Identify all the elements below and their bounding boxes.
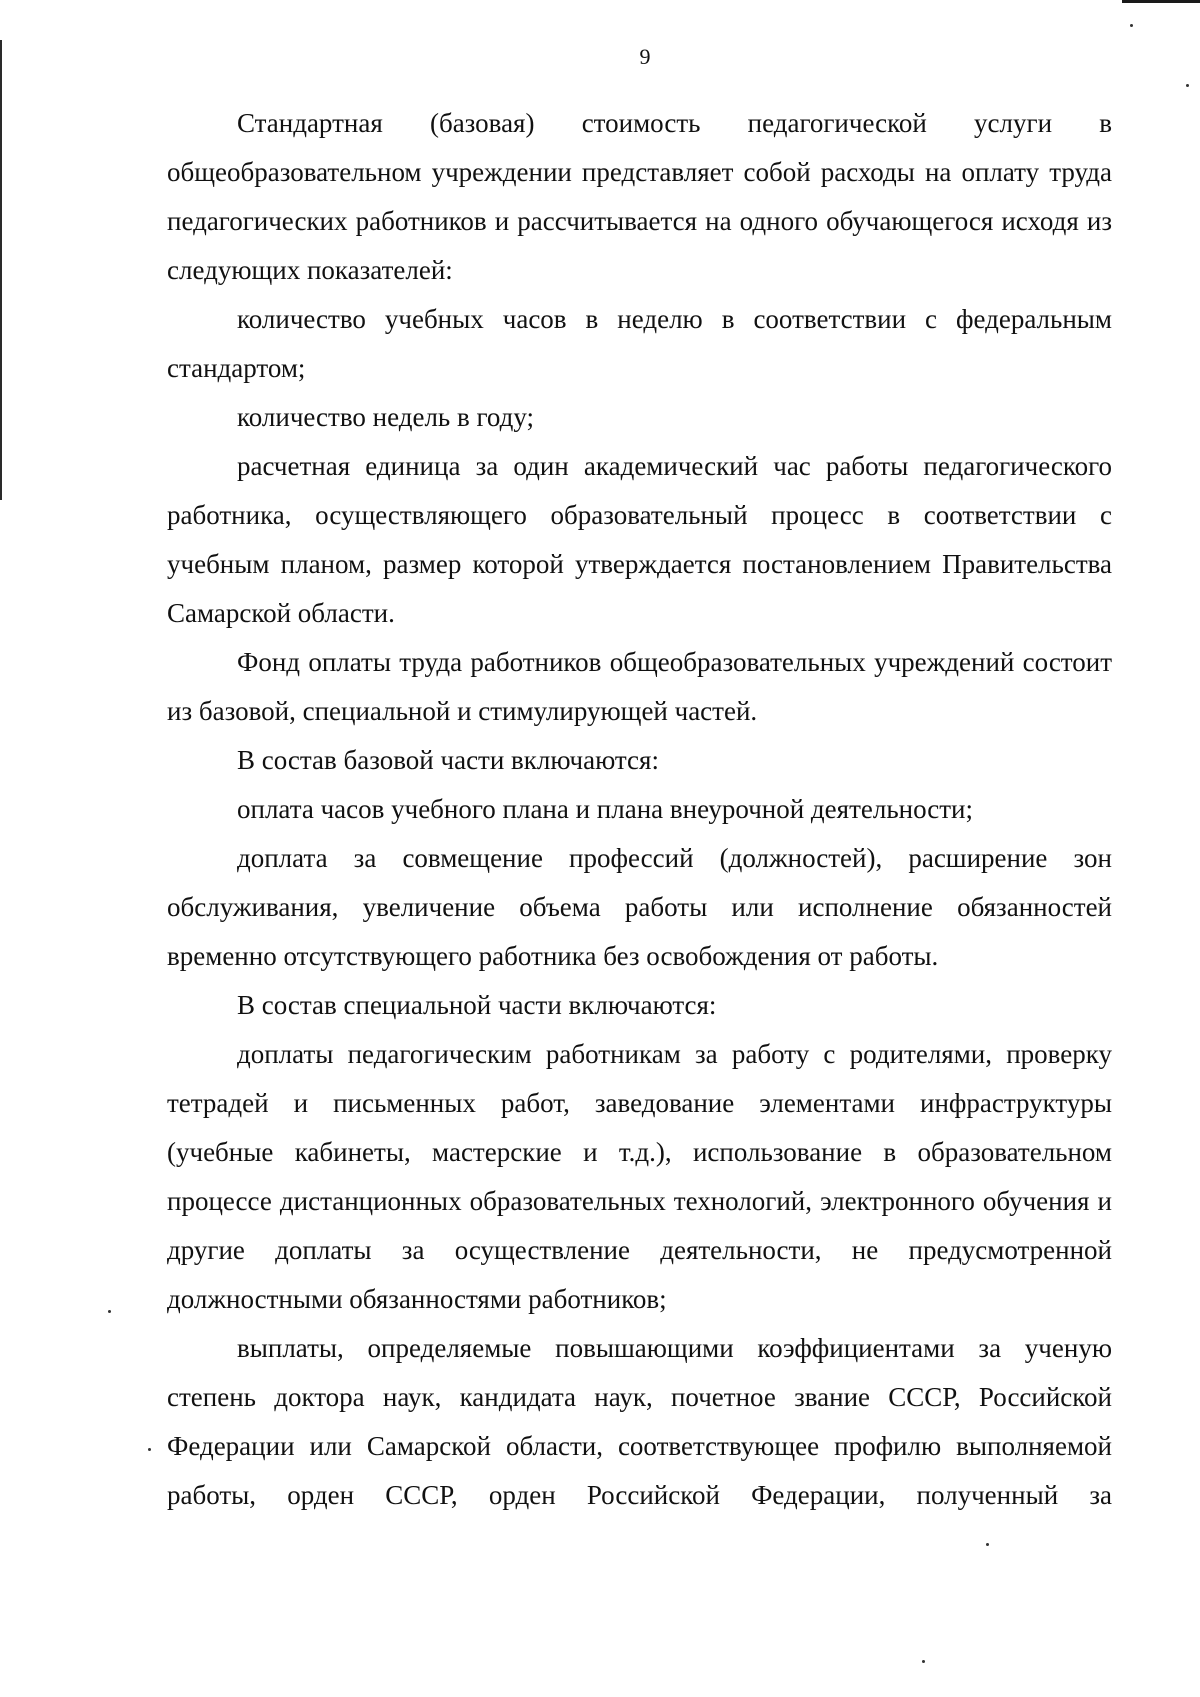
body-text bbox=[167, 99, 1112, 1520]
paragraph-wage-fund: Фонд оплаты труда работников общеобразовательных учреждений состоит из базовой, специальной и стимулирующей частей. bbox=[167, 647, 1112, 726]
paragraph-calculation-unit: расчетная единица за один академический час работы педагогического работника, осуществляющего образовательный процесс в соответствии с учебным планом, размер которой утверждается постановлением Правительства Самарской области. bbox=[167, 451, 1112, 628]
scan-speck bbox=[922, 1660, 925, 1663]
scan-speck bbox=[1186, 84, 1189, 87]
scan-speck bbox=[148, 1448, 151, 1451]
paragraph-base-part-hours: оплата часов учебного плана и плана внеурочной деятельности; bbox=[237, 794, 974, 824]
paragraph-base-part-surcharge: доплата за совмещение профессий (должностей), расширение зон обслуживания, увеличение объема работы или исполнение обязанностей временно отсутствующего работника без освобождения от работы. bbox=[167, 843, 1112, 971]
paragraph-special-part-surcharges: доплаты педагогическим работникам за работу с родителями, проверку тетрадей и письменных работ, заведование элементами инфраструктуры (учебные кабинеты, мастерские и т.д.), использование в образовательном процессе дистанционных образовательных технологий, электронного обучения и другие доплаты за осуществление деятельности, не предусмотренной должностными обязанностями работников; bbox=[167, 1039, 1112, 1314]
scan-speck bbox=[986, 1543, 989, 1546]
paragraph-standard-cost: Стандартная (базовая) стоимость педагогической услуги в общеобразовательном учреждении представляет собой расходы на оплату труда педагогических работников и рассчитывается на одного обучающегося исходя из следующих показателей: bbox=[167, 108, 1112, 285]
paragraph-base-part-heading: В состав базовой части включаются: bbox=[237, 745, 659, 775]
scan-top-rule bbox=[1122, 0, 1200, 3]
scan-speck bbox=[1130, 24, 1133, 27]
scan-speck bbox=[108, 1310, 111, 1313]
scan-edge-line bbox=[0, 40, 2, 500]
paragraph-special-part-coefficients: выплаты, определяемые повышающими коэффициентами за ученую степень доктора наук, кандидата наук, почетное звание СССР, Российской Федерации или Самарской области, соответствующее профилю выполняемой работы, орден СССР, орден Российской Федерации, полученный за bbox=[167, 1333, 1112, 1510]
paragraph-special-part-heading: В состав специальной части включаются: bbox=[237, 990, 717, 1020]
paragraph-hours-per-week: количество учебных часов в неделю в соответствии с федеральным стандартом; bbox=[167, 304, 1112, 383]
paragraph-weeks-per-year: количество недель в году; bbox=[237, 402, 534, 432]
page-number: 9 bbox=[639, 44, 651, 69]
